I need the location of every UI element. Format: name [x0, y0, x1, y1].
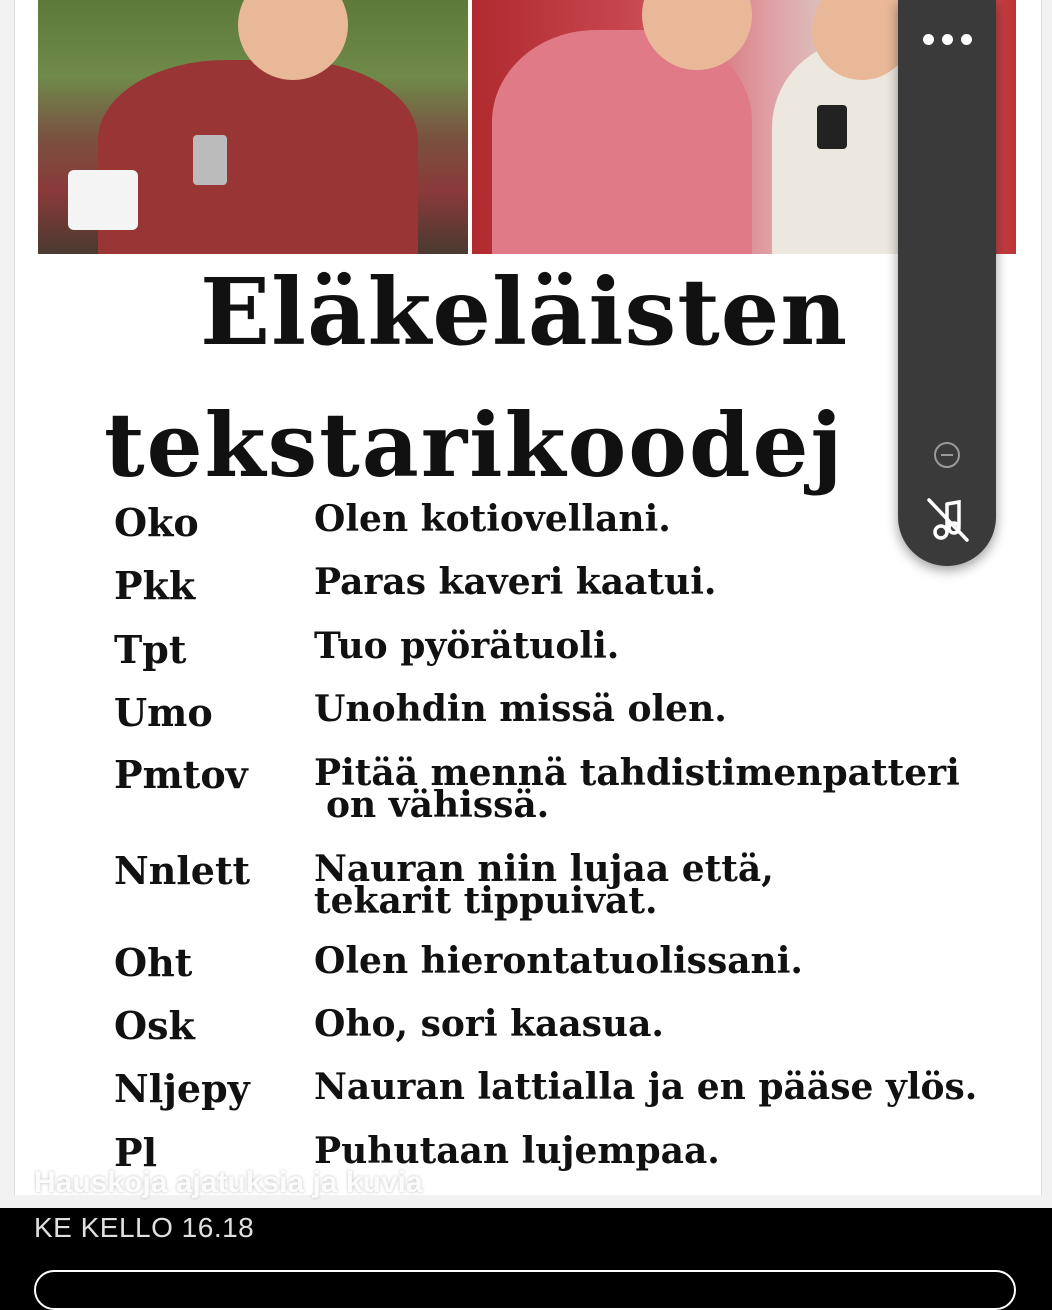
poster-title-line1: Eläkeläisten: [200, 258, 849, 366]
code-meaning: Puhutaan lujempaa.: [314, 1130, 720, 1172]
code-meaning-line2: on vähissä.: [326, 784, 550, 826]
story-controls-panel: [898, 0, 996, 566]
more-horizontal-icon: [923, 34, 934, 45]
code-abbreviation: Nljepy: [114, 1066, 250, 1111]
music-off-icon[interactable]: [925, 496, 971, 544]
code-abbreviation: Umo: [114, 690, 213, 735]
more-horizontal-icon: [961, 34, 972, 45]
code-abbreviation: Oht: [114, 940, 193, 985]
minus-circle-icon[interactable]: [932, 440, 962, 470]
code-meaning: Unohdin missä olen.: [314, 688, 727, 730]
poster-title-line2: tekstarikoodej: [104, 393, 845, 497]
more-horizontal-icon: [942, 34, 953, 45]
code-meaning: Nauran niin lujaa että,: [314, 848, 774, 890]
more-options-button[interactable]: [898, 14, 996, 64]
code-meaning: Olen hierontatuolissani.: [314, 940, 803, 982]
code-abbreviation: Pkk: [114, 563, 196, 608]
code-meaning: Oho, sori kaasua.: [314, 1003, 664, 1045]
code-meaning: Nauran lattialla ja en pääse ylös.: [314, 1066, 978, 1108]
code-abbreviation: Oko: [114, 500, 199, 545]
code-abbreviation: Pl: [114, 1130, 158, 1175]
code-meaning: Tuo pyörätuoli.: [314, 625, 620, 667]
code-meaning: Pitää mennä tahdistimenpatteri: [314, 752, 960, 794]
code-abbreviation: Nnlett: [114, 848, 251, 893]
code-meaning: Olen kotiovellani.: [314, 498, 671, 540]
code-meaning: Paras kaveri kaatui.: [314, 561, 717, 603]
photo-elderly-man: [38, 0, 468, 254]
code-abbreviation: Pmtov: [114, 752, 248, 797]
code-abbreviation: Osk: [114, 1003, 195, 1048]
account-name[interactable]: Hauskoja ajatuksia ja kuvia: [34, 1166, 423, 1199]
code-meaning-line2: tekarit tippuivat.: [314, 880, 658, 922]
story-timestamp: KE KELLO 16.18: [34, 1212, 255, 1243]
reply-input[interactable]: [34, 1270, 1016, 1310]
code-abbreviation: Tpt: [114, 627, 187, 672]
